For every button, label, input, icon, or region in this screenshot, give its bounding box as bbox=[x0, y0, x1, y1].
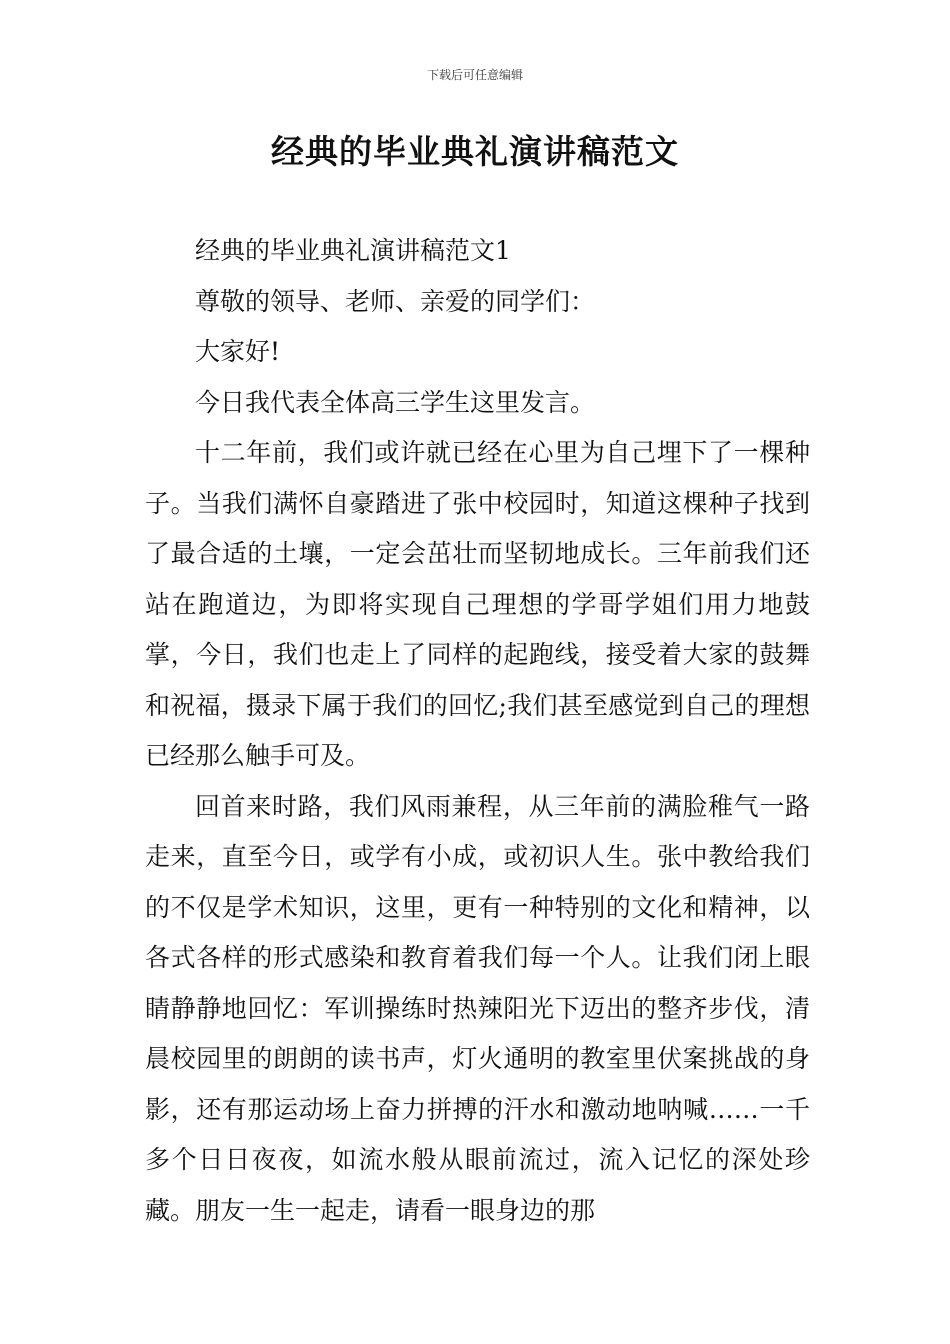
paragraph-heading: 经典的毕业典礼演讲稿范文1 bbox=[195, 236, 511, 265]
document-body bbox=[145, 226, 810, 1236]
document-title: 经典的毕业典礼演讲稿范文 bbox=[271, 132, 679, 171]
paragraph-body-2: 回首来时路，我们风雨兼程，从三年前的满脸稚气一路走来，直至今日，或学有小成，或初识人生。张中教给我们的不仅是学术知识，这里，更有一种特别的文化和精神，以各式各样的形式感染和教育着我们每一个人。让我们闭上眼睛静静地回忆：军训操练时热辣阳光下迈出的整齐步伐，清晨校园里的朗朗的读书声，灯火通明的教室里伏案挑战的身影，还有那运动场上奋力拼搏的汗水和激动地呐喊……一千多个日日夜夜，如流水般从眼前流过，流入记忆的深处珍藏。朋友一生一起走，请看一眼身边的那 bbox=[145, 791, 810, 1225]
paragraph-intro: 今日我代表全体高三学生这里发言。 bbox=[195, 387, 596, 417]
header-note: 下载后可任意编辑 bbox=[426, 68, 523, 82]
paragraph-salutation: 尊敬的领导、老师、亲爱的同学们： bbox=[195, 286, 596, 316]
paragraph-body-1: 十二年前，我们或许就已经在心里为自己埋下了一棵种子。当我们满怀自豪踏进了张中校园时，知道这棵种子找到了最合适的土壤，一定会茁壮而坚韧地成长。三年前我们还站在跑道边，为即将实现自己理想的学哥学姐们用力地鼓掌，今日，我们也走上了同样的起跑线，接受着大家的鼓舞和祝福，摄录下属于我们的回忆;我们甚至感觉到自己的理想已经那么触手可及。 bbox=[145, 438, 810, 770]
paragraph-greeting: 大家好! bbox=[195, 337, 281, 366]
